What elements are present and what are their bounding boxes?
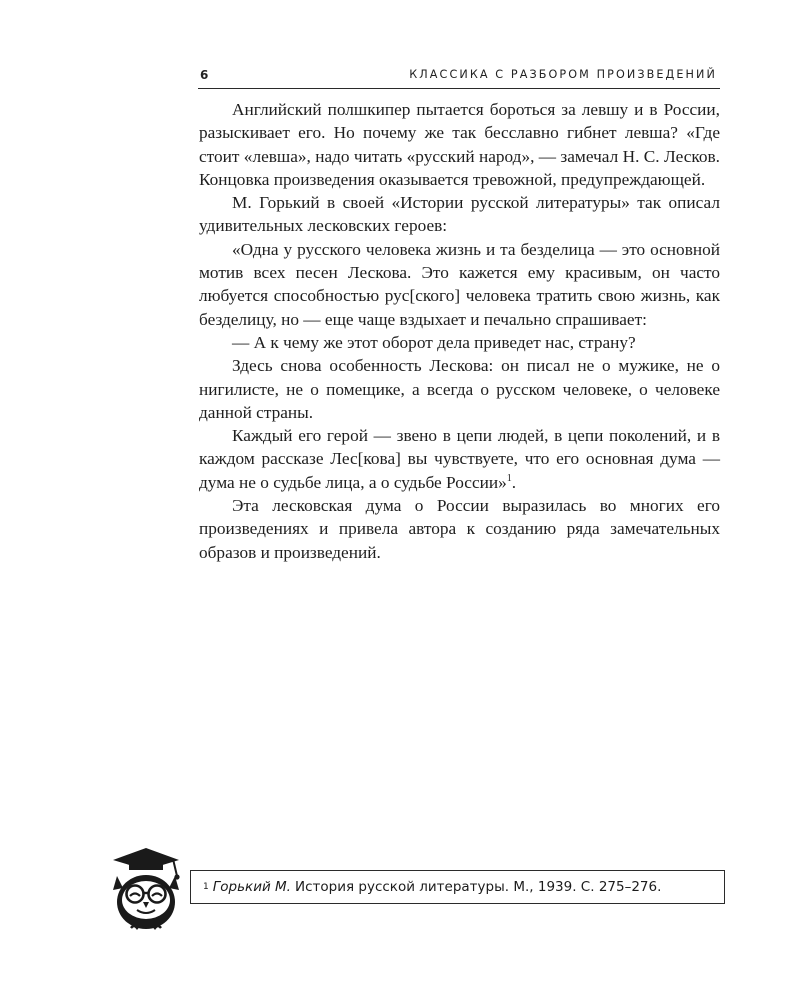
footnote-reference: 1 [506,472,512,484]
footnote-text: История русской литературы. М., 1939. С. 275–276. [294,879,662,895]
page-number: 6 [200,68,209,82]
paragraph-quote-question: — А к чему же этот оборот дела приведет нас, страну? [232,332,636,352]
paragraph-quote-peculiarity: Здесь снова особенность Лескова: он писал не о мужике, не о нигилисте, не о помещике, а всегда о русском человеке, о человеке данной страны. [199,356,720,422]
paragraph-conclusion: Эта лесковская дума о России выразилась во многих его произведениях и привела автора к созданию ряда замечательных образов и произведений. [199,496,720,562]
body-text [199,98,720,564]
quote-end-text: Каждый его герой — звено в цепи людей, в цепи поколений, и в каждом рассказе Лес[кова] вы чувствуете, что его основная дума — дума не о судьбе лица, а о судьбе России» [199,426,720,492]
page-header [198,66,720,89]
owl-graduate-icon [107,846,185,932]
paragraph-gorky-intro: М. Горький в своей «Истории русской литературы» так описал удивительных лесковских героев: [199,193,720,236]
paragraph-quote-end: Каждый его герой — звено в цепи людей, в цепи поколений, и в каждом рассказе Лес[кова] вы чувствуете, что его основная дума — дума не о судьбе лица, а о судьбе России»$^1$. [199,426,720,492]
running-title: КЛАССИКА С РАЗБОРОМ ПРОИЗВЕДЕНИЙ [409,68,717,81]
paragraph-polshkiper: Английский полшкипер пытается бороться за левшу и в России, разыскивает его. Но почему же так бесславно гибнет левша? «Где стоит «левша», надо читать «русский народ», — замечал Н. С. Лесков. Концовка произведения оказывается тревожной, предупреждающей. [199,100,720,189]
footnote-box: 1 Горький М. История русской литературы. М., 1939. С. 275–276. [190,870,725,904]
footnote-author: Горький М. [212,879,291,895]
paragraph-quote-start: «Одна у русского человека жизнь и та безделица — это основной мотив всех песен Лескова. Это кажется ему красивым, он часто любуется способностью рус[ского] человека тратить свою жизнь, как безделицу, но — еще чаще вздыхает и печально спрашивает: [199,239,720,329]
